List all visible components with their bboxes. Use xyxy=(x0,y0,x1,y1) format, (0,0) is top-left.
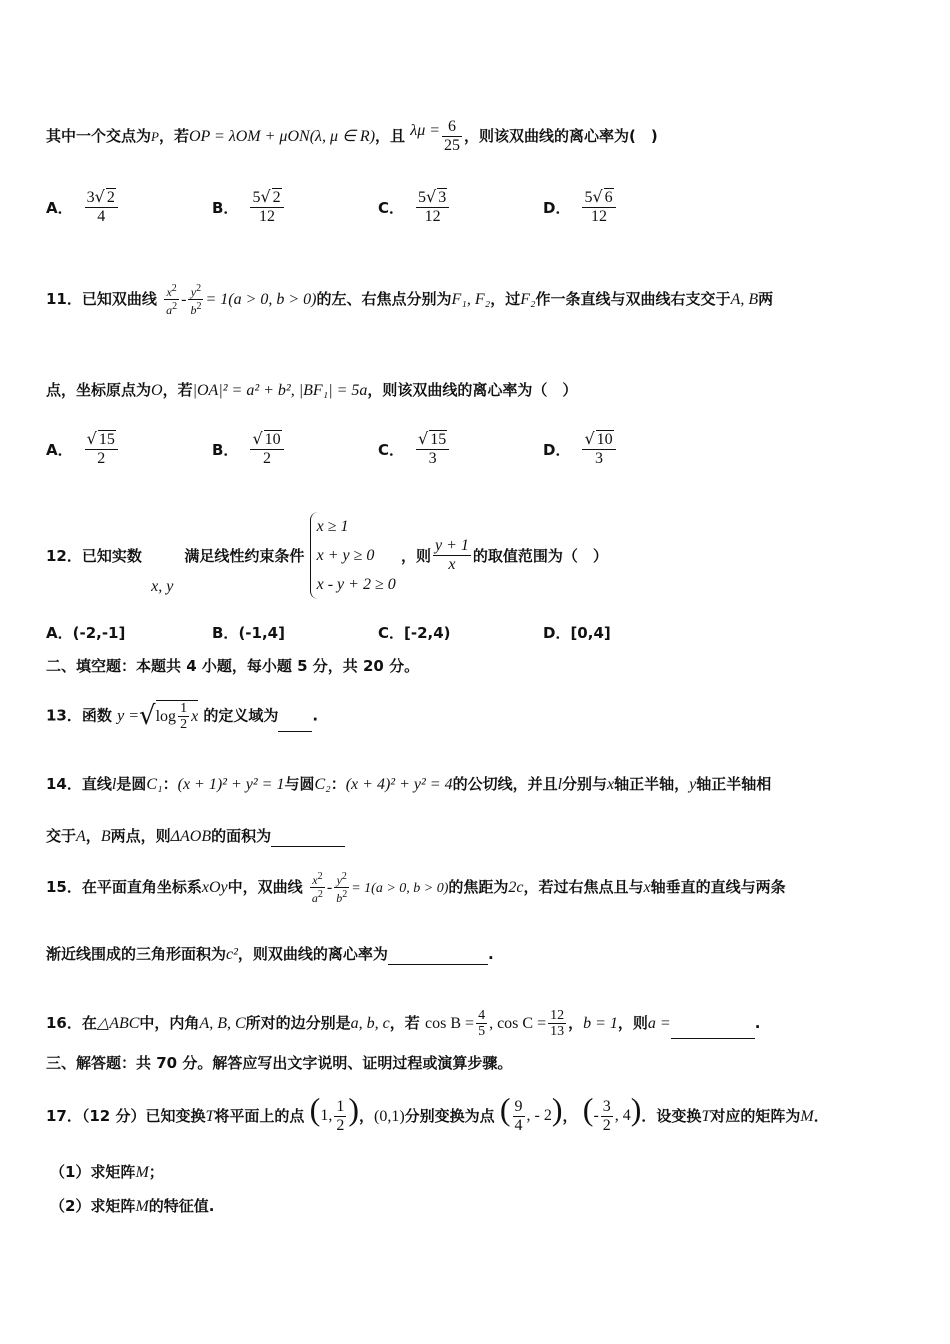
q17-point3: ( $\frac{9}{4}$ , - 2) xyxy=(499,1090,563,1134)
section-heading-fill-blank: 二、填空题：本题共 4 小题，每小题 5 分，共 20 分。 xyxy=(46,657,420,675)
option-value: $\frac{5√ 3}{12}$ xyxy=(416,188,449,226)
q14-circle1-eq: (x + 1)² + y² = 1 xyxy=(177,776,285,793)
option-label: C． xyxy=(378,624,405,642)
q14-text: 的公切线，并且 xyxy=(452,775,558,793)
q12-text: 的取值范围为（ ） xyxy=(472,546,608,565)
q15-y2-b2: $\frac{y^2}{b^2}$ xyxy=(336,871,348,905)
q12-stem xyxy=(46,512,608,599)
q14-text: 轴正半轴， xyxy=(614,775,690,793)
q11-option-d[interactable] xyxy=(543,430,618,468)
section-heading-solution: 三、解答题：共 70 分。解答应写出文字说明、证明过程或演算步骤。 xyxy=(46,1054,513,1072)
q17-sub2 xyxy=(50,1196,214,1217)
q14-text: 分别与 xyxy=(562,775,608,793)
q12-option-c[interactable] xyxy=(378,622,451,643)
q13-text: 的定义域为 xyxy=(203,706,279,725)
q12-option-a[interactable] xyxy=(46,622,125,643)
option-label: B． xyxy=(212,624,239,642)
q17-text: 对应的矩阵为 xyxy=(710,1107,801,1125)
option-label: D． xyxy=(543,624,571,642)
q15-text: 在平面直角坐标系 xyxy=(81,878,202,896)
q14-a: A xyxy=(76,828,86,845)
q14-c1: C₁ xyxy=(146,776,163,793)
q14-text: 是圆 xyxy=(116,775,147,793)
q10-option-a[interactable] xyxy=(46,188,120,226)
q17-sub1-text: ； xyxy=(148,1163,164,1181)
q11-text: 两 xyxy=(758,290,774,308)
q17-point1: (1, $\frac{1}{2}$ ) xyxy=(309,1090,359,1134)
option-value: $\frac{√ 15}{2}$ xyxy=(85,430,118,468)
q12-fraction: $\frac{y + 1}{x}$ xyxy=(434,537,469,573)
q11-text: 已知双曲线 xyxy=(81,290,157,308)
q16-cosb-value: $\frac{4}{5}$ xyxy=(478,1008,486,1039)
q12-text: ，则 xyxy=(400,546,431,565)
q13-answer-blank[interactable] xyxy=(278,731,312,732)
q16-answer-blank[interactable] xyxy=(671,1038,755,1039)
q11-text: ，则该双曲线的离心率为（ ） xyxy=(367,381,578,399)
question-number: 17． xyxy=(46,1107,82,1125)
option-value: $\frac{5√ 2}{12}$ xyxy=(250,188,283,226)
q17-transform-t: T xyxy=(205,1108,215,1125)
q17-text: ．设变换 xyxy=(641,1107,702,1125)
q14-text: 与圆 xyxy=(284,775,315,793)
q10-stem-line xyxy=(46,118,658,155)
q15-c-squared: c² xyxy=(226,946,238,963)
q11-ab: A, B xyxy=(730,291,759,308)
q15-period: . xyxy=(487,945,494,963)
q15-text: ，则双曲线的离心率为 xyxy=(237,945,388,963)
q17-transform-t: T xyxy=(701,1108,711,1125)
q15-xoy: xOy xyxy=(201,879,228,896)
q15-text: ，若过右焦点且与 xyxy=(523,878,644,896)
q16-stem xyxy=(46,1008,760,1039)
q15-text: 轴垂直的直线与两条 xyxy=(650,878,786,896)
question-number: 12． xyxy=(46,546,82,565)
q14-text: 交于 xyxy=(46,827,77,845)
q10-option-c[interactable] xyxy=(378,188,451,226)
q11-option-c[interactable] xyxy=(378,430,451,468)
q10-point-p: P xyxy=(151,129,159,144)
q14-line-l: l xyxy=(557,776,563,793)
q13-radicand: log $\frac{1}{2}$ x xyxy=(155,701,199,732)
q14-triangle: ΔAOB xyxy=(170,828,212,845)
q14-text: 的面积为 xyxy=(211,827,272,845)
q11-x2-a2: $\frac{x^2}{a^2}$ xyxy=(166,283,178,317)
q11-text: 的左、右焦点分别为 xyxy=(316,290,452,308)
q10-vector-equation: OP = λOM + μON(λ, μ ∈ R) xyxy=(188,128,376,145)
q15-answer-blank[interactable] xyxy=(388,964,488,965)
q11-hyperbola-eq: = 1(a > 0, b > 0) xyxy=(205,291,317,308)
q17-sub1 xyxy=(50,1162,164,1183)
q10-text: ，且 xyxy=(375,127,406,145)
q14-line-l: l xyxy=(111,776,117,793)
q11-text: ，若 xyxy=(162,381,193,399)
option-value: $\frac{5√ 6}{12}$ xyxy=(582,188,615,226)
q14-text: 两点，则 xyxy=(110,827,171,845)
question-number: 14． xyxy=(46,775,82,793)
q12-option-d[interactable] xyxy=(543,622,611,643)
q17-stem: 17．（12 分）已知变换T将平面上的点 (1, $\frac{1}{2}$ )，(0,1)分别变换为点 ( $\frac{9}{4}$ , - 2)， (- $\frac{3}{2}$ , 4)．设变换T对应的矩阵为M． xyxy=(46,1090,829,1134)
q17-sub1-text: （1）求矩阵 xyxy=(50,1163,136,1181)
option-label: C． xyxy=(378,440,405,459)
option-label: D． xyxy=(543,440,571,459)
q17-text: 已知变换 xyxy=(145,1107,206,1125)
q13-stem: 13．函数 y =√log $\frac{1}{2}$ x 的定义域为 . xyxy=(46,701,319,732)
q17-matrix-m: M xyxy=(800,1108,814,1125)
question-number: 15． xyxy=(46,878,82,896)
q16-text: ，则 xyxy=(617,1014,648,1032)
q16-angles: A, B, C xyxy=(199,1015,246,1032)
q15-text: 渐近线围成的三角形面积为 xyxy=(46,945,227,963)
q17-point4: (- $\frac{3}{2}$ , 4) xyxy=(582,1090,642,1134)
q16-cosc-value: $\frac{12}{13}$ xyxy=(550,1008,565,1039)
option-value: $\frac{√ 10}{3}$ xyxy=(582,430,615,468)
q17-text: 分别变换为点 xyxy=(404,1107,495,1125)
q16-text: 中，内角 xyxy=(139,1014,200,1032)
q13-lhs: y = xyxy=(117,707,140,725)
q17-sub2-text: 的特征值. xyxy=(148,1197,215,1215)
q17-text: 将平面上的点 xyxy=(214,1107,305,1125)
q16-cosb: cos B = xyxy=(425,1015,475,1032)
q14-c2: C₂ xyxy=(314,776,331,793)
q11-text: 作一条直线与双曲线右支交于 xyxy=(535,290,731,308)
q17-period: ． xyxy=(813,1107,829,1125)
q13-period: . xyxy=(312,706,319,725)
q17-point2: (0,1) xyxy=(373,1108,405,1125)
q16-b-equals-1: b = 1 xyxy=(583,1015,618,1032)
q10-text: 其中一个交点为 xyxy=(46,127,152,145)
q14-text: 轴正半轴相 xyxy=(696,775,772,793)
q15-2c: 2c xyxy=(508,879,524,896)
q15-x2-a2: $\frac{x^2}{a^2}$ xyxy=(311,871,323,905)
q14-circle2-eq: (x + 4)² + y² = 4 xyxy=(345,776,453,793)
question-number: 16． xyxy=(46,1014,82,1032)
q16-text: ，若 xyxy=(389,1014,420,1032)
q16-triangle: △ABC xyxy=(96,1015,140,1032)
option-label: B． xyxy=(212,440,239,459)
option-label: A． xyxy=(46,624,73,642)
option-value: $\frac{3√ 2}{4}$ xyxy=(85,188,118,226)
q12-vars: x, y xyxy=(151,577,174,595)
q14-text: ， xyxy=(85,827,101,845)
q14-b: B xyxy=(100,828,111,845)
q11-origin: O xyxy=(151,382,163,399)
q12-text: 满足线性约束条件 xyxy=(184,546,305,565)
q11-text: 点，坐标原点为 xyxy=(46,381,152,399)
q16-text: ， xyxy=(568,1014,584,1032)
q16-sides: a, b, c xyxy=(350,1015,390,1032)
option-label: A． xyxy=(46,198,73,217)
q11-option-b[interactable] xyxy=(212,430,286,468)
option-value: (-1,4] xyxy=(238,624,285,642)
question-number: 13． xyxy=(46,706,82,725)
q17-sub2-text: （2）求矩阵 xyxy=(50,1197,136,1215)
option-value: (-2,-1] xyxy=(72,624,126,642)
q10-text: ，则该双曲线的离心率为( ) xyxy=(464,127,658,145)
q10-option-b[interactable] xyxy=(212,188,286,226)
q14-text: 直线 xyxy=(81,775,112,793)
option-value: [-2,4) xyxy=(404,624,451,642)
q10-lambda-mu: λμ = xyxy=(410,122,441,139)
q15-x: x xyxy=(643,879,651,896)
q15-stem-line1: 15．在平面直角坐标系xOy中，双曲线 $\frac{x^2}{a^2}$ - $\frac{y^2}{b^2}$ = 1(a > 0, b > 0)的焦距为2c，若过右焦点且与x轴垂直的直线与两条 xyxy=(46,871,786,905)
q17-matrix-m: M xyxy=(135,1198,149,1215)
q16-a-equals: a = xyxy=(647,1015,671,1032)
q11-text: ，过 xyxy=(490,290,521,308)
q17-score: （12 分） xyxy=(81,1107,146,1125)
q14-stem-line1: 14．直线l是圆C₁：(x + 1)² + y² = 1与圆C₂：(x + 4)² + y² = 4的公切线，并且l分别与x轴正半轴，y轴正半轴相 xyxy=(46,775,772,793)
option-label: D． xyxy=(543,198,571,217)
q17-matrix-m: M xyxy=(135,1164,149,1181)
q16-text: 所对的边分别是 xyxy=(245,1014,351,1032)
q14-x: x xyxy=(607,776,615,793)
q11-stem-line1: 11．已知双曲线 $\frac{x^2}{a^2}$ - $\frac{y^2}{b^2}$ = 1(a > 0, b > 0)的左、右焦点分别为F₁, F₂，过F₂作一条直线与双曲线右支交于A, B两 xyxy=(46,283,774,317)
q16-text: 在 xyxy=(81,1014,97,1032)
q14-stem-line2 xyxy=(46,826,345,847)
q16-period: . xyxy=(754,1014,761,1032)
option-value: $\frac{√ 15}{3}$ xyxy=(416,430,449,468)
q11-foci: F₁, F₂ xyxy=(451,291,491,308)
q11-y2-b2: $\frac{y^2}{b^2}$ xyxy=(190,283,202,317)
q14-answer-blank[interactable] xyxy=(271,846,345,847)
q12-constraint-system: x ≥ 1 x + y ≥ 0 x - y + 2 ≥ 0 xyxy=(310,512,396,599)
q15-hyperbola-eq: = 1(a > 0, b > 0) xyxy=(351,881,449,896)
option-label: B． xyxy=(212,198,239,217)
q10-option-d[interactable] xyxy=(543,188,618,226)
q14-y: y xyxy=(689,776,697,793)
q11-stem-line2 xyxy=(46,380,577,401)
option-value: [0,4] xyxy=(570,624,611,642)
q15-text: 中，双曲线 xyxy=(227,878,303,896)
option-value: $\frac{√ 10}{2}$ xyxy=(250,430,283,468)
option-label: A． xyxy=(46,440,73,459)
q10-fraction: $\frac{6}{25}$ xyxy=(444,118,461,154)
q16-cosc: , cos C = xyxy=(489,1015,547,1032)
q12-text: 已知实数 xyxy=(81,546,142,565)
option-label: C． xyxy=(378,198,405,217)
q11-f2: F₂ xyxy=(520,291,536,308)
q10-text: ，若 xyxy=(158,127,189,145)
q15-stem-line2 xyxy=(46,944,494,965)
q13-text: 函数 xyxy=(81,706,112,725)
q11-condition: |OA|² = a² + b², |BF₁| = 5a xyxy=(192,382,368,399)
q12-option-b[interactable] xyxy=(212,622,285,643)
q15-text: 的焦距为 xyxy=(448,878,509,896)
question-number: 11． xyxy=(46,290,82,308)
q11-option-a[interactable] xyxy=(46,430,120,468)
